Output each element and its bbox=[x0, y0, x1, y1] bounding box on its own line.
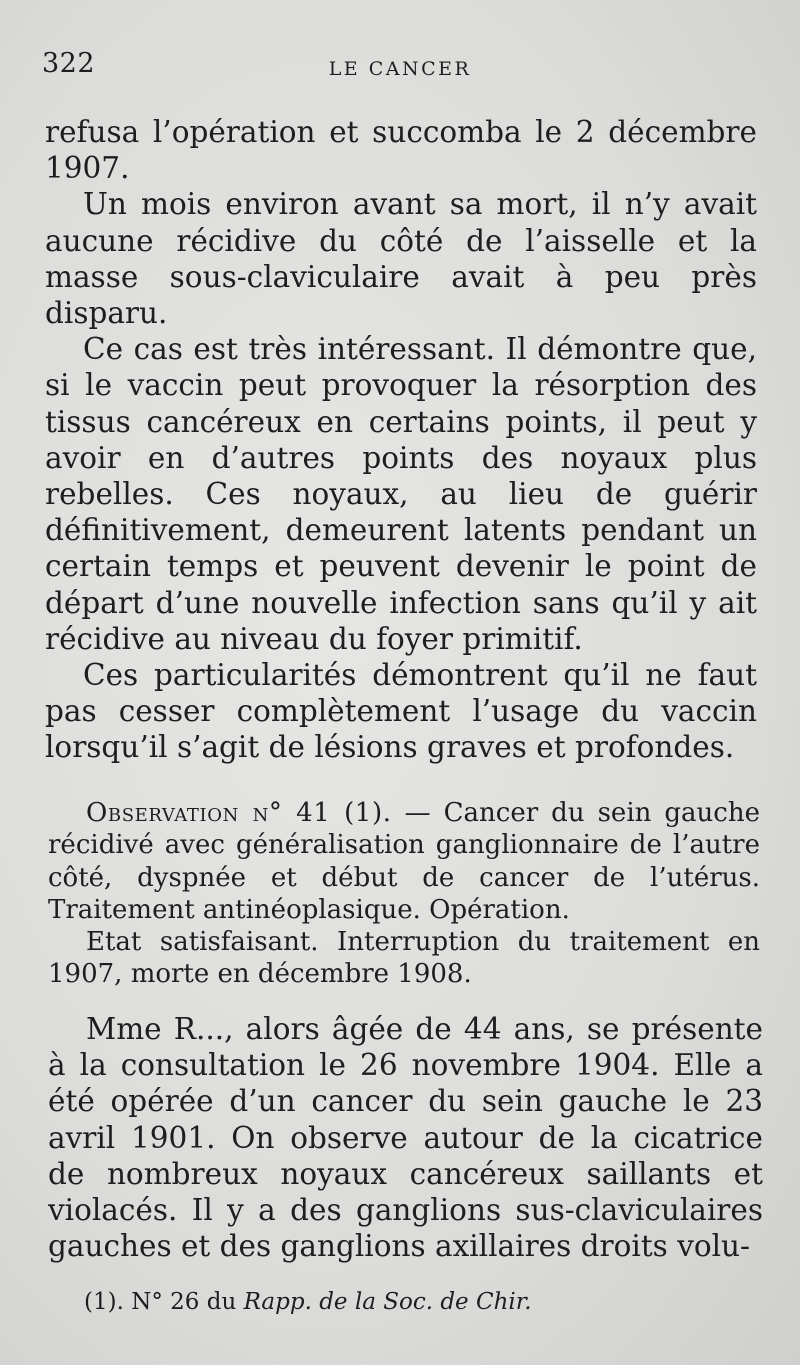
case-paragraph: Mme R..., alors âgée de 44 ans, se présente à la consultation le 26 novembre 1904. Elle a été opérée d’un cancer du sein gauche le 23 avril 1901. On observe autour de la cicatrice de nombreux noyaux cancéreux saillants et violacés. Il y a des ganglions sus-claviculaires gauches et des ganglions axillaires droits volu- bbox=[48, 1012, 763, 1264]
observation-status: Etat satisfaisant. Interruption du traitement en 1907, morte en décembre 1908. bbox=[48, 927, 760, 990]
observation-text: — Cancer du sein gauche récidivé avec généralisation ganglionnaire de l’autre côté, dyspnée et début de cancer de l’utérus. Traitement antinéoplasique. Opération. bbox=[48, 798, 760, 925]
footnote-source: Rapp. de la Soc. de Chir. bbox=[243, 1289, 532, 1315]
observation-title: Observation n° 41 (1). bbox=[86, 798, 392, 828]
page-header bbox=[42, 48, 758, 84]
paragraph-1: refusa l’opération et succomba le 2 décembre 1907. bbox=[45, 115, 757, 186]
body-text bbox=[45, 114, 757, 766]
paragraph-2: Un mois environ avant sa mort, il n’y avait aucune récidive du côté de l’aisselle et la masse sous-claviculaire avait à peu près disparu. bbox=[45, 187, 757, 331]
paragraph-3: Ce cas est très intéressant. Il démontre que, si le vaccin peut provoquer la résorption des tissus cancéreux en certains points, il peut y avoir en d’autres points des noyaux plus rebelles. Ces noyaux, au lieu de guérir définitivement, demeurent latents pendant un certain temps et peuvent devenir le point de départ d’une nouvelle infection sans qu’il y ait récidive au niveau du foyer primitif. bbox=[45, 332, 757, 656]
page-number: 322 bbox=[42, 48, 96, 79]
case-description bbox=[48, 1011, 763, 1264]
paragraph-4: Ces particularités démontrent qu’il ne faut pas cesser complètement l’usage du vaccin lorsqu’il s’agit de lésions graves et profondes. bbox=[45, 658, 757, 765]
observation-summary bbox=[48, 797, 760, 926]
footnote-marker: (1). N° 26 du bbox=[84, 1289, 244, 1315]
running-title: LE CANCER bbox=[328, 58, 472, 80]
footnote bbox=[84, 1287, 532, 1317]
observation-block bbox=[48, 797, 760, 991]
